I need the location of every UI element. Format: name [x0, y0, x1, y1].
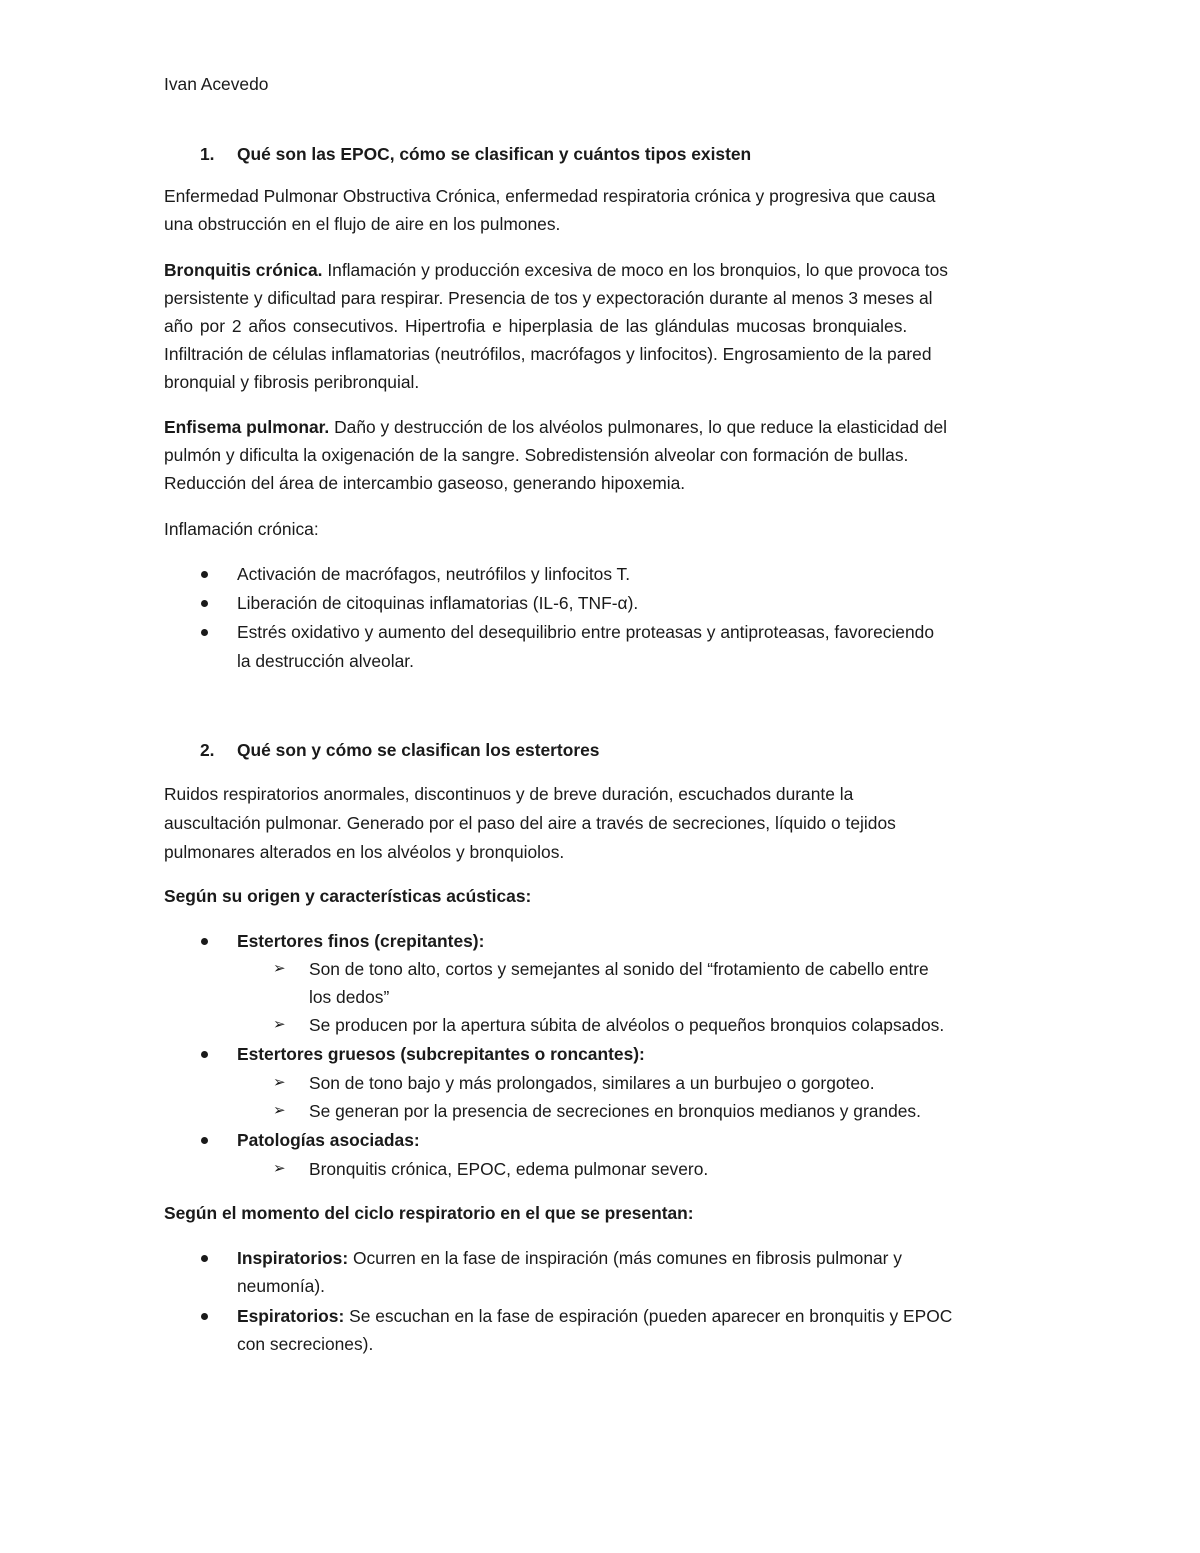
author-name: Ivan Acevedo [164, 74, 269, 94]
inflamacion-item: Liberación de citoquinas inflamatorias (IL-6, TNF-α). [237, 593, 639, 613]
gruesos-sub-item: Se generan por la presencia de secreciones en bronquios medianos y grandes. [309, 1101, 921, 1121]
finos-sub-item: Son de tono alto, cortos y semejantes al sonido del “frotamiento de cabello entre [309, 959, 929, 979]
finos-sub-item: Se producen por la apertura súbita de alvéolos o pequeños bronquios colapsados. [309, 1015, 945, 1035]
patologias-sub-item: Bronquitis crónica, EPOC, edema pulmonar severo. [309, 1159, 709, 1179]
bronquitis-line: año por 2 años consecutivos. Hipertrofia e hiperplasia de las glándulas mucosas bronquiales. [164, 316, 908, 336]
enfisema-line [164, 416, 947, 438]
bullet-icon [201, 938, 208, 945]
bullet-icon [201, 1313, 208, 1320]
inflamacion-heading: Inflamación crónica: [164, 519, 319, 539]
arrow-bullet-icon: ➢ [273, 960, 286, 977]
q1-definition-line: una obstrucción en el flujo de aire en los pulmones. [164, 214, 561, 234]
q1-definition-line: Enfermedad Pulmonar Obstructiva Crónica, enfermedad respiratoria crónica y progresiva que causa [164, 186, 936, 206]
finos-sub-item: los dedos” [309, 987, 390, 1007]
bullet-icon [201, 1255, 208, 1262]
arrow-bullet-icon: ➢ [273, 1074, 286, 1091]
bullet-icon [201, 1137, 208, 1144]
q2-definition-line: auscultación pulmonar. Generado por el paso del aire a través de secreciones, líquido o tejidos [164, 813, 896, 833]
bronquitis-line: bronquial y fibrosis peribronquial. [164, 372, 420, 392]
bronquitis-label: Bronquitis crónica. [164, 260, 323, 280]
espiratorios-label: Espiratorios: [237, 1306, 345, 1326]
bullet-icon [201, 1051, 208, 1058]
momento-heading: Según el momento del ciclo respiratorio en el que se presentan: [164, 1203, 694, 1223]
inspiratorios-label: Inspiratorios: [237, 1248, 349, 1268]
bullet-icon [201, 571, 208, 578]
bronquitis-line: persistente y dificultad para respirar. Presencia de tos y expectoración durante al menos 3 meses al [164, 288, 933, 308]
enfisema-label: Enfisema pulmonar. [164, 417, 330, 437]
inflamacion-item: Estrés oxidativo y aumento del desequilibrio entre proteasas y antiproteasas, favoreciendo [237, 622, 934, 642]
bronquitis-line: Infiltración de células inflamatorias (neutrófilos, macrófagos y linfocitos). Engrosamiento de la pared [164, 344, 932, 364]
enfisema-line: Reducción del área de intercambio gaseoso, generando hipoxemia. [164, 473, 686, 493]
bullet-icon [201, 629, 208, 636]
inspiratorios-item: neumonía). [237, 1276, 325, 1296]
q2-definition-line: Ruidos respiratorios anormales, discontinuos y de breve duración, escuchados durante la [164, 784, 854, 804]
espiratorios-item [237, 1305, 952, 1327]
bullet-icon [201, 600, 208, 607]
q1-number: 1. [200, 144, 215, 164]
bronquitis-text: Inflamación y producción excesiva de moco en los bronquios, lo que provoca tos [322, 260, 948, 280]
bronquitis-line [164, 259, 948, 281]
q2-number: 2. [200, 740, 215, 760]
inflamacion-item: la destrucción alveolar. [237, 651, 414, 671]
q1-title: Qué son las EPOC, cómo se clasifican y cuántos tipos existen [237, 144, 752, 164]
espiratorios-item: con secreciones). [237, 1334, 374, 1354]
enfisema-line: pulmón y dificulta la oxigenación de la sangre. Sobredistensión alveolar con formación de bullas. [164, 445, 909, 465]
origen-heading: Según su origen y características acústicas: [164, 886, 532, 906]
finos-label: Estertores finos (crepitantes): [237, 931, 485, 951]
patologias-label: Patologías asociadas: [237, 1130, 420, 1150]
enfisema-text: Daño y destrucción de los alvéolos pulmonares, lo que reduce la elasticidad del [329, 417, 947, 437]
gruesos-sub-item: Son de tono bajo y más prolongados, similares a un burbujeo o gorgoteo. [309, 1073, 875, 1093]
q2-title: Qué son y cómo se clasifican los estertores [237, 740, 600, 760]
arrow-bullet-icon: ➢ [273, 1160, 286, 1177]
inflamacion-item: Activación de macrófagos, neutrófilos y linfocitos T. [237, 564, 631, 584]
espiratorios-text: Se escuchan en la fase de espiración (pueden aparecer en bronquitis y EPOC [344, 1306, 953, 1326]
gruesos-label: Estertores gruesos (subcrepitantes o roncantes): [237, 1044, 645, 1064]
arrow-bullet-icon: ➢ [273, 1102, 286, 1119]
arrow-bullet-icon: ➢ [273, 1016, 286, 1033]
q2-definition-line: pulmonares alterados en los alvéolos y bronquiolos. [164, 842, 565, 862]
inspiratorios-item [237, 1247, 902, 1269]
inspiratorios-text: Ocurren en la fase de inspiración (más comunes en fibrosis pulmonar y [348, 1248, 902, 1268]
